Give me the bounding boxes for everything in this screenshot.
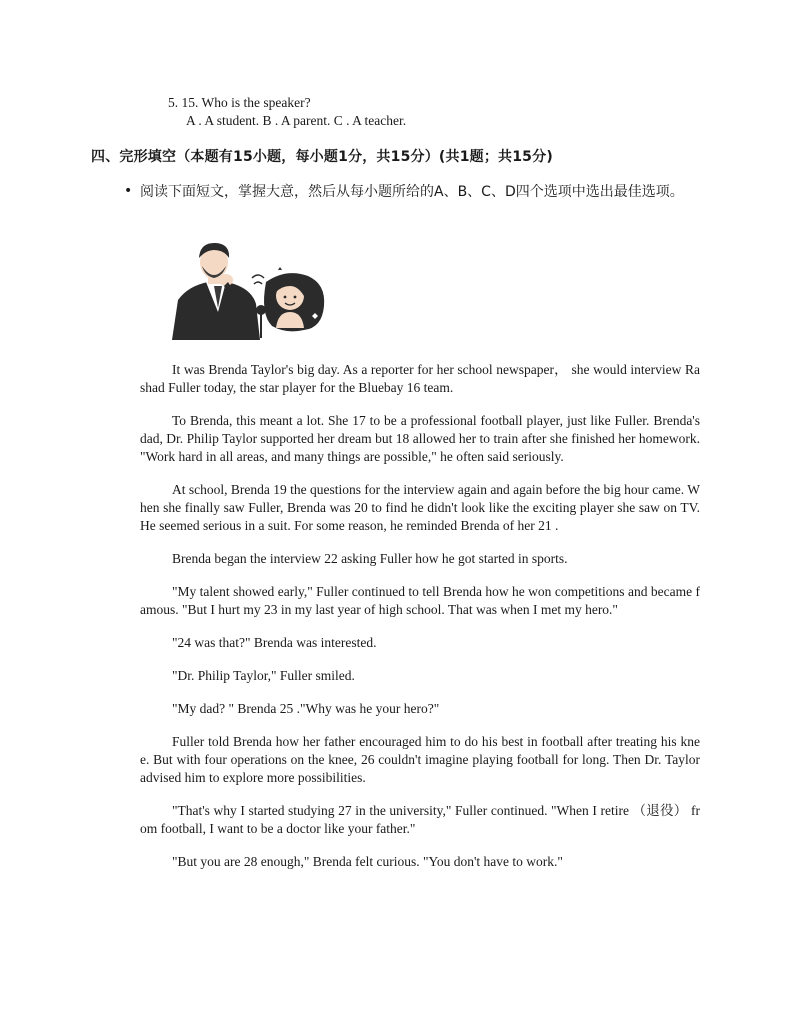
question-stem: 5. 15. Who is the speaker? xyxy=(168,95,311,110)
passage-paragraph: "My talent showed early," Fuller continued to tell Brenda how he won competitions and became famous. "But I hurt my 23 in my last year of high school. That was when I met my hero." xyxy=(140,584,700,617)
instruction-text: 阅读下面短文，掌握大意，然后从每小题所给的A、B、C、D四个选项中选出最佳选项。 xyxy=(140,184,684,200)
passage-paragraph: "But you are 28 enough," Brenda felt curious. "You don't have to work." xyxy=(172,854,563,869)
passage-paragraph: "That's why I started studying 27 in the university," Fuller continued. "When I retire （退役） from football, I want to be a doctor like your father." xyxy=(140,803,700,836)
bullet: • xyxy=(124,183,133,199)
man-and-girl-illustration-icon xyxy=(168,242,328,342)
passage-paragraph: "Dr. Philip Taylor," Fuller smiled. xyxy=(172,668,355,683)
passage-paragraph: Fuller told Brenda how her father encouraged him to do his best in football after treating his knee. But with four operations on the knee, 26 couldn't imagine playing football for long. Then Dr. Taylor advised him to explore more possibilities. xyxy=(140,734,700,785)
passage-paragraph: To Brenda, this meant a lot. She 17 to be a professional football player, just like Fuller. Brenda's dad, Dr. Philip Taylor supported her dream but 18 allowed her to train after she finished her homework. "Work hard in all areas, and many things are possible," he often said seriously. xyxy=(140,413,700,464)
section-title: 四、完形填空（本题有15小题，每小题1分，共15分）(共1题；共15分) xyxy=(91,149,553,165)
question-options: A . A student. B . A parent. C . A teacher. xyxy=(186,113,407,128)
passage-paragraph: "My dad? " Brenda 25 ."Why was he your hero?" xyxy=(172,701,440,716)
passage-paragraph: Brenda began the interview 22 asking Fuller how he got started in sports. xyxy=(172,551,568,566)
passage xyxy=(140,361,700,886)
passage-paragraph: At school, Brenda 19 the questions for the interview again and again before the big hour came. When she finally saw Fuller, Brenda was 20 to find he didn't look like the exciting player she saw on TV. He seemed serious in a suit. For some reason, he reminded Brenda of her 21 . xyxy=(140,482,700,533)
passage-paragraph: It was Brenda Taylor's big day. As a reporter for her school newspaper， she would interview Rashad Fuller today, the star player for the Bluebay 16 team. xyxy=(140,362,700,395)
passage-paragraph: "24 was that?" Brenda was interested. xyxy=(172,635,377,650)
